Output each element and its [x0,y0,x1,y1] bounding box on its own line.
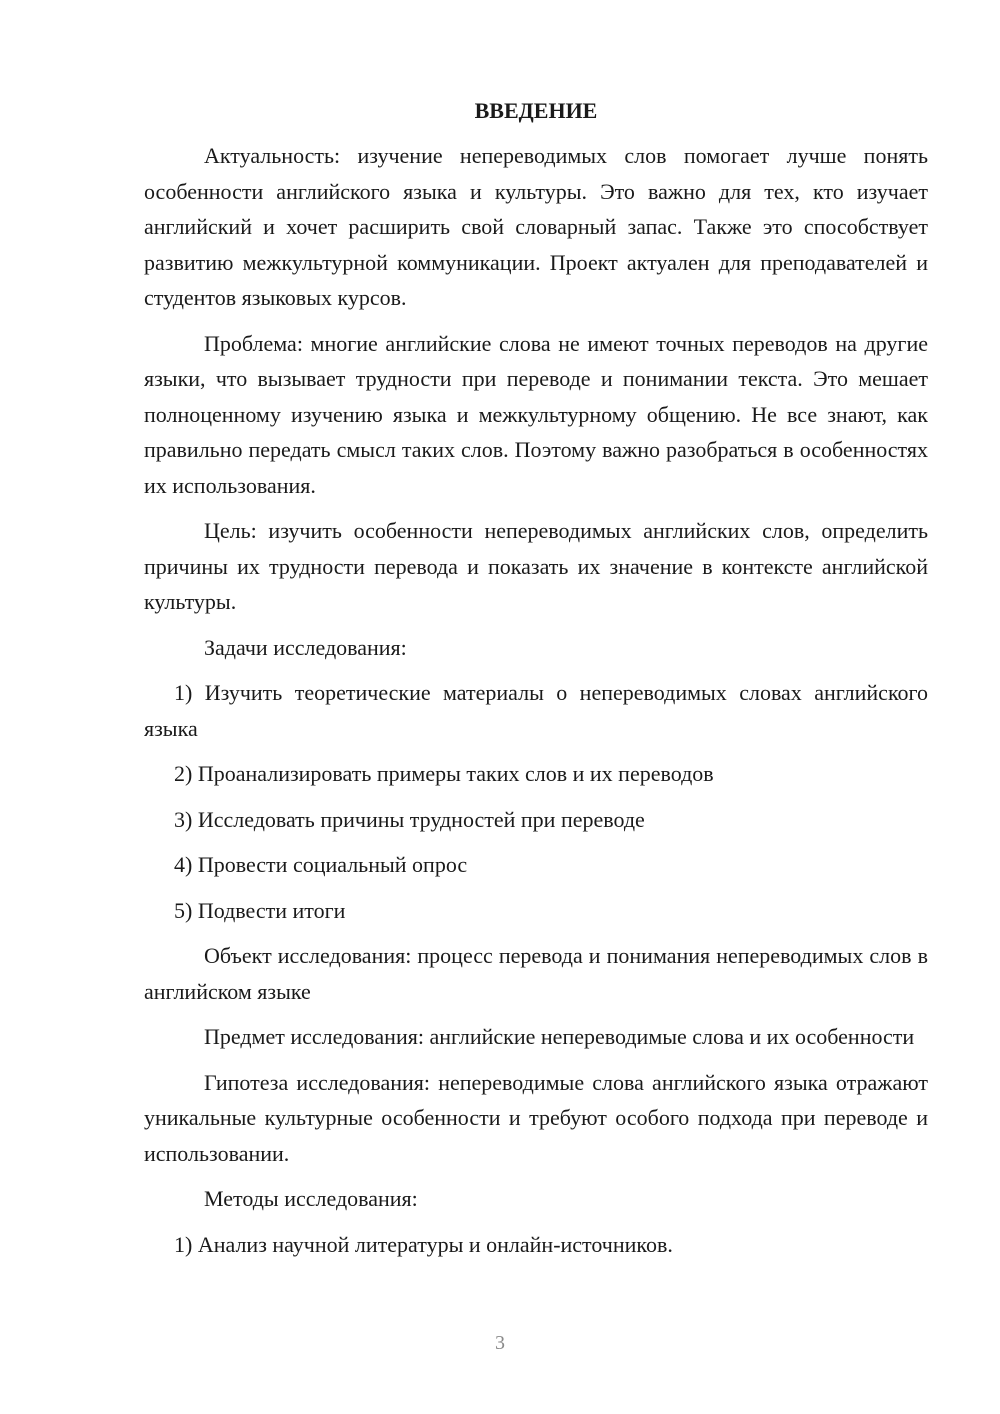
subject-paragraph: Предмет исследования: английские непереводимые слова и их особенности [204,1024,915,1049]
task-item-3: 3) Исследовать причины трудностей при переводе [174,806,645,832]
task-item-4: 4) Провести социальный опрос [174,852,468,877]
task-item-1: 1) Изучить теоретические материалы о непереводимых словах английского языка [144,680,928,741]
method-item-1: 1) Анализ научной литературы и онлайн-источников. [174,1231,673,1257]
goal-paragraph: Цель: изучить особенности непереводимых английских слов, определить причины их трудности перевода и показать их значение в контексте английской культуры. [144,518,928,614]
problem-paragraph: Проблема: многие английские слова не имеют точных переводов на другие языки, что вызывает трудности при переводе и понимании текста. Это мешает полноценному изучению языка и межкультурному общению. Не все знают, как правильно передать смысл таких слов. Поэтому важно разобраться в особенностях их использования. [144,330,928,498]
task-item-5: 5) Подвести итоги [174,897,346,923]
relevance-paragraph: Актуальность: изучение непереводимых слов помогает лучше понять особенности английского языка и культуры. Это важно для тех, кто изучает английский и хочет расширить свой словарный запас. Также это способствует развитию межкультурной коммуникации. Проект актуален для преподавателей и студентов языковых курсов. [144,143,928,310]
object-paragraph: Объект исследования: процесс перевода и понимания непереводимых слов в английском языке [144,943,928,1004]
document-title: ВВЕДЕНИЕ [474,98,598,123]
task-item-2: 2) Проанализировать примеры таких слов и их переводов [174,761,714,786]
page-number: 3 [495,1332,505,1354]
tasks-heading: Задачи исследования: [204,634,407,660]
hypothesis-paragraph: Гипотеза исследования: непереводимые слова английского языка отражают уникальные культурные особенности и требуют особого подхода при переводе и использовании. [144,1069,928,1166]
methods-heading: Методы исследования: [204,1186,418,1211]
